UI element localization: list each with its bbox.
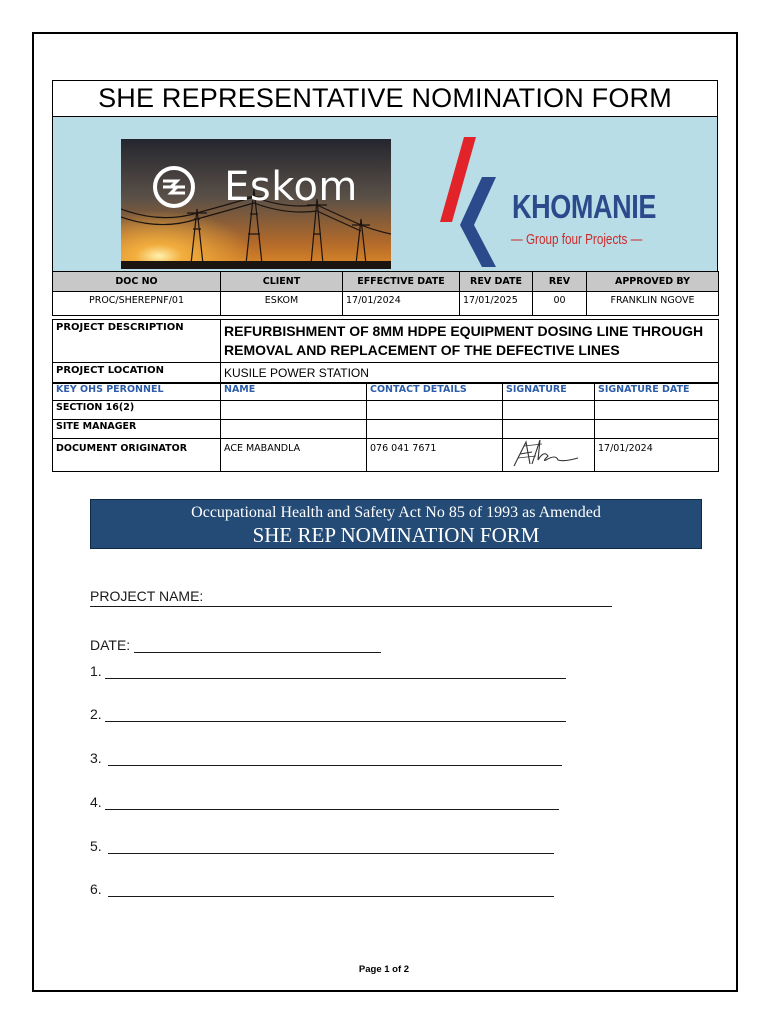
khomanie-logo-icon bbox=[440, 137, 496, 267]
project-location-label: PROJECT LOCATION bbox=[53, 363, 221, 384]
project-name-label: PROJECT NAME: bbox=[90, 588, 204, 604]
document-originator-date: 17/01/2024 bbox=[595, 439, 719, 472]
site-manager-contact bbox=[367, 420, 503, 439]
eskom-wordmark: Eskom bbox=[224, 164, 358, 210]
section-16-2-name bbox=[221, 401, 367, 420]
date-label: DATE: bbox=[90, 637, 131, 653]
site-manager-date bbox=[595, 420, 719, 439]
document-control-table bbox=[52, 271, 719, 316]
handwritten-signature bbox=[512, 436, 582, 470]
khomanie-tagline: — Group four Projects — bbox=[511, 231, 643, 248]
date-line[interactable] bbox=[134, 652, 381, 653]
section-16-2-label: SECTION 16(2) bbox=[53, 401, 221, 420]
nominee-3-number: 3. bbox=[90, 750, 102, 766]
signature-date-header: SIGNATURE DATE bbox=[595, 383, 719, 401]
contact-details-header: CONTACT DETAILS bbox=[367, 383, 503, 401]
nominee-2-number: 2. bbox=[90, 706, 102, 722]
nominee-3-line[interactable] bbox=[108, 765, 562, 766]
site-manager-label: SITE MANAGER bbox=[53, 420, 221, 439]
doc-no-header: DOC NO bbox=[53, 272, 221, 292]
document-originator-name: ACE MABANDLA bbox=[221, 439, 367, 472]
nominee-6-line[interactable] bbox=[108, 896, 554, 897]
document-originator-label: DOCUMENT ORIGINATOR bbox=[53, 439, 221, 472]
project-location-value: KUSILE POWER STATION bbox=[221, 363, 719, 384]
nominee-1-line[interactable] bbox=[105, 678, 566, 679]
client-value: ESKOM bbox=[221, 292, 343, 316]
nominee-5-line[interactable] bbox=[108, 853, 554, 854]
section-16-2-date bbox=[595, 401, 719, 420]
nominee-1-number: 1. bbox=[90, 663, 102, 679]
project-description-value: REFURBISHMENT OF 8MM HDPE EQUIPMENT DOSING LINE THROUGH REMOVAL AND REPLACEMENT OF THE DEFECTIVE LINES bbox=[221, 320, 719, 363]
form-title: SHE REPRESENTATIVE NOMINATION FORM bbox=[52, 80, 718, 116]
key-ohs-personnel-table bbox=[52, 382, 719, 472]
site-manager-name bbox=[221, 420, 367, 439]
khomanie-wordmark: KHOMANIE bbox=[512, 188, 657, 225]
nominee-4-number: 4. bbox=[90, 794, 102, 810]
approved-by-header: APPROVED BY bbox=[587, 272, 719, 292]
name-header: NAME bbox=[221, 383, 367, 401]
client-header: CLIENT bbox=[221, 272, 343, 292]
project-table bbox=[52, 319, 719, 384]
nominee-5-number: 5. bbox=[90, 838, 102, 854]
section-16-2-contact bbox=[367, 401, 503, 420]
section-16-2-signature bbox=[503, 401, 595, 420]
approved-by-value: FRANKLIN NGOVE bbox=[587, 292, 719, 316]
nominee-4-line[interactable] bbox=[105, 809, 559, 810]
page-number: Page 1 of 2 bbox=[358, 964, 410, 975]
nominee-6-number: 6. bbox=[90, 881, 102, 897]
signature-header: SIGNATURE bbox=[503, 383, 595, 401]
effective-date-header: EFFECTIVE DATE bbox=[343, 272, 460, 292]
project-description-label: PROJECT DESCRIPTION bbox=[53, 320, 221, 363]
key-ohs-personnel-header: KEY OHS PERONNEL bbox=[53, 383, 221, 401]
effective-date-value: 17/01/2024 bbox=[343, 292, 460, 316]
rev-date-value: 17/01/2025 bbox=[460, 292, 533, 316]
rev-value: 00 bbox=[533, 292, 587, 316]
ohs-act-line: Occupational Health and Safety Act No 85 of 1993 as Amended bbox=[191, 504, 601, 521]
rev-date-header: REV DATE bbox=[460, 272, 533, 292]
project-name-line[interactable] bbox=[90, 606, 612, 607]
rev-header: REV bbox=[533, 272, 587, 292]
she-rep-nomination-title: SHE REP NOMINATION FORM bbox=[252, 523, 540, 547]
nominee-2-line[interactable] bbox=[105, 721, 566, 722]
ohs-act-heading-box bbox=[90, 499, 702, 549]
doc-no-value: PROC/SHEREPNF/01 bbox=[53, 292, 221, 316]
document-originator-contact: 076 041 7671 bbox=[367, 439, 503, 472]
